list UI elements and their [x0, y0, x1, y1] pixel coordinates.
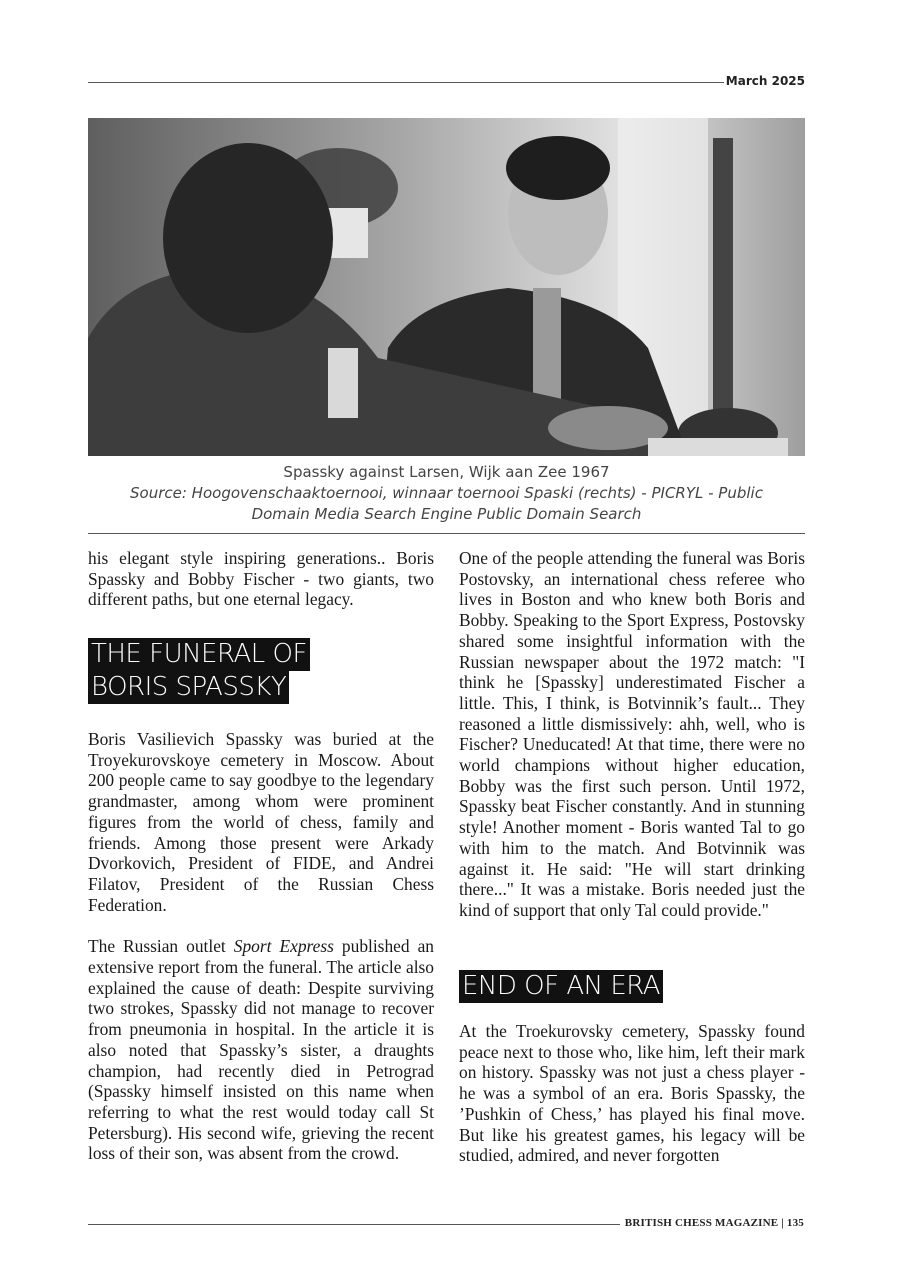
caption-rule [88, 533, 805, 534]
sport-express-post: published an extensive report from the funeral. The article also explained the cause of death: Despite surviving two strokes, Spassky did not manage to recover from pneumonia in hospital. In the article it is also noted that Spassky’s sister, a draughts champion, had recently died in Petrograd (Spassky himself insisted on this name when referring to what the rest would today call St Petersburg). His second wife, grieving the recent loss of their son, was absent from the crowd. [88, 936, 434, 1164]
right-column-body [459, 548, 805, 921]
heading-funeral-line-2: BORIS SPASSKY [88, 671, 289, 704]
heading-funeral [88, 638, 310, 704]
closing-paragraph: At the Troekurovsky cemetery, Spassky found peace next to those who, like him, left their mark on history. Spassky was not just a chess player - he was a symbol of an era. Boris Spassky, the ’Pushkin of Chess,’ has played his final move. But like his greatest games, his legacy will be studied, admired, and never forgotten [459, 1021, 805, 1166]
left-column-body [88, 729, 434, 1164]
heading-funeral-line-1: THE FUNERAL OF [88, 638, 310, 671]
postovsky-paragraph: One of the people attending the funeral was Boris Postovsky, an international chess referee who lives in Boston and who knew both Boris and Bobby. Speaking to the Sport Express, Postovsky shared some insightful information with the Russian newspaper about the 1972 match: "I think he [Spassky] underestimated Fischer a little. This, I think, is Botvinnik’s fault... They reasoned a little dismissively: ahh, well, who is Fischer? Uneducated! At that time, there were no world champions without higher education, Bobby was the first such person. Until 1972, Spassky beat Fischer constantly. And in stunning style! Another moment - Boris wanted Tal to go with him to the match. And Botvinnik was against it. He said: "He will start drinking there..." It was a mistake. Boris needed just the kind of support that only Tal could provide." [459, 548, 805, 920]
heading-end-of-era [459, 970, 663, 1003]
publication-name: BRITISH CHESS MAGAZINE [624, 1217, 779, 1229]
sport-express-title: Sport Express [233, 936, 334, 957]
footer-separator: | [781, 1217, 784, 1229]
left-column-intro [88, 548, 434, 610]
sport-express-paragraph [88, 936, 434, 1164]
photo-spassky-vs-larsen [88, 118, 805, 456]
page-number: 135 [786, 1217, 804, 1229]
footer [625, 1217, 804, 1229]
intro-paragraph: his elegant style inspiring generations.. Boris Spassky and Bobby Fischer - two giants, two different paths, but one eternal legacy. [88, 548, 434, 610]
right-column-closing [459, 1021, 805, 1166]
footer-rule [88, 1224, 620, 1225]
header-rule [88, 82, 724, 83]
heading-end-of-era-text: END OF AN ERA [459, 970, 663, 1003]
funeral-paragraph: Boris Vasilievich Spassky was buried at the Troyekurovskoye cemetery in Moscow. About 200 people came to say goodbye to the legendary grandmaster, among whom were prominent figures from the world of chess, family and friends. Among those present were Arkady Dvorkovich, President of FIDE, and Andrei Filatov, President of the Russian Chess Federation. [88, 729, 434, 915]
photo-source-line-2: Domain Media Search Engine Public Domain Search [251, 505, 642, 523]
sport-express-pre: The Russian outlet [88, 936, 234, 957]
photo-caption: Spassky against Larsen, Wijk aan Zee 1967 [283, 463, 610, 481]
photo-source-line-1: Source: Hoogovenschaaktoernooi, winnaar toernooi Spaski (rechts) - PICRYL - Public [130, 484, 763, 502]
issue-date: March 2025 [725, 74, 805, 88]
